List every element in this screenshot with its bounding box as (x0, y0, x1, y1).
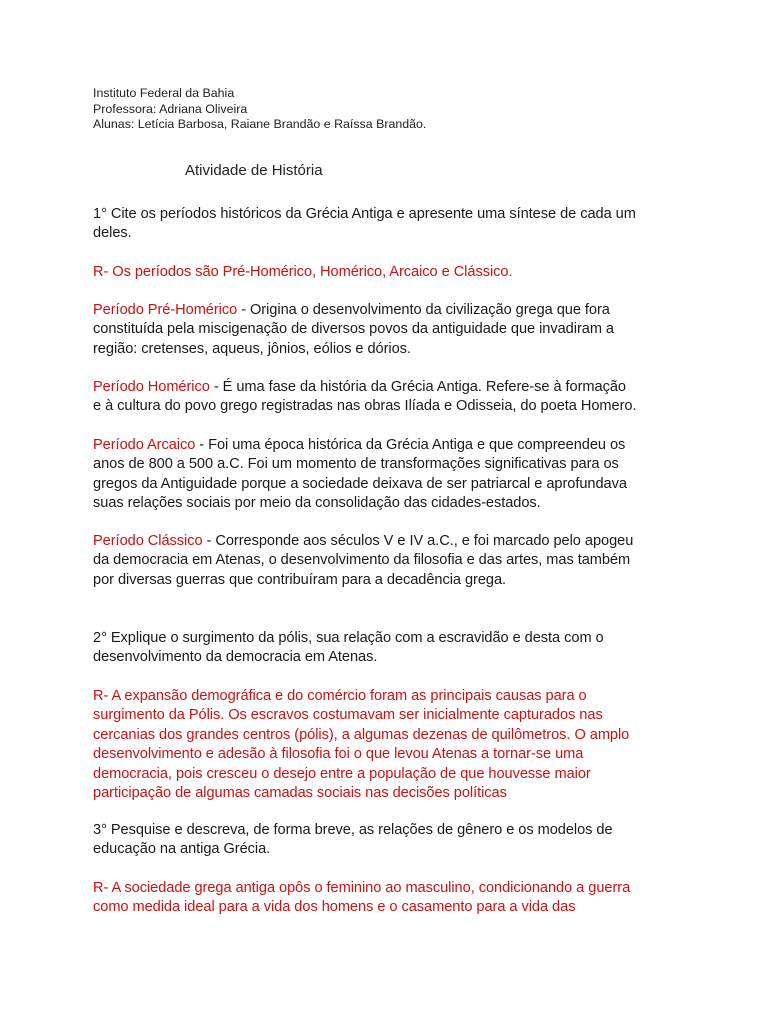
question-3-line: 3° Pesquise e descreva, de forma breve, as relações de gênero e os modelos de (93, 822, 613, 838)
period-label: Período Clássico (93, 533, 203, 549)
answer-line: R- A sociedade grega antiga opôs o feminino ao masculino, condicionando a guerra (93, 880, 631, 896)
period-label: Período Arcaico (93, 437, 196, 453)
answer-line: como medida ideal para a vida dos homens e o casamento para a vida das (93, 899, 576, 916)
period-homerico (93, 378, 693, 417)
question-2-line: desenvolvimento da democracia em Atenas. (93, 649, 378, 666)
period-text: da democracia em Atenas, o desenvolvimento da filosofia e das artes, mas também (93, 552, 631, 569)
period-text: e à cultura do povo grego registradas nas obras Ilíada e Odisseia, do poeta Homero. (93, 398, 637, 415)
period-text: constituída pela miscigenação de diversos povos da antiguidade que invadiram a (93, 321, 614, 338)
teacher-name: Professora: Adriana Oliveira (93, 101, 248, 116)
period-label: Período Homérico (93, 379, 210, 395)
answer-line: participação de algumas camadas sociais nas decisões políticas (93, 785, 507, 802)
question-3 (93, 821, 693, 860)
question-1-answer (93, 263, 693, 282)
period-label: Período Pré-Homérico (93, 302, 238, 318)
period-text: - Corresponde aos séculos V e IV a.C., e foi marcado pelo apogeu (202, 533, 634, 549)
question-2-answer (93, 687, 693, 803)
answer-line: R- Os períodos são Pré-Homérico, Homérico, Arcaico e Clássico. (93, 264, 513, 280)
answer-line: democracia, pois cresceu o desejo entre a população de que houvesse maior (93, 765, 591, 782)
question-2-line: 2° Explique o surgimento da pólis, sua relação com a escravidão e desta com o (93, 630, 604, 646)
question-1-line: 1° Cite os períodos históricos da Grécia Antiga e apresente uma síntese de cada um (93, 206, 636, 222)
period-text: - Origina o desenvolvimento da civilização grega que fora (237, 302, 610, 318)
question-1-line: deles. (93, 225, 132, 242)
question-3-answer (93, 879, 693, 918)
document-title: Atividade de História (185, 162, 323, 179)
period-classico (93, 532, 693, 590)
period-text: anos de 800 a 500 a.C. Foi um momento de transformações significativas para os (93, 456, 619, 473)
answer-line: surgimento da Pólis. Os escravos costumavam ser inicialmente capturados nas (93, 707, 603, 724)
question-2 (93, 629, 693, 668)
period-text: suas relações sociais por meio da consolidação das cidades-estados. (93, 495, 541, 512)
document-header (93, 86, 426, 133)
period-text: gregos da Antiguidade porque a sociedade deixava de ser patriarcal e aprofundava (93, 475, 627, 492)
institution-name: Instituto Federal da Bahia (93, 86, 235, 100)
answer-line: R- A expansão demográfica e do comércio foram as principais causas para o (93, 688, 587, 704)
answer-line: desenvolvimento e adesão à filosofia foi o que levou Atenas a tornar-se uma (93, 746, 584, 763)
period-pre-homerico (93, 301, 693, 359)
answer-line: cercanias dos grandes centros (pólis), a algumas dezenas de quilômetros. O amplo (93, 726, 630, 743)
period-text: - Foi uma época histórica da Grécia Antiga e que compreendeu os (195, 437, 626, 453)
students-names: Alunas: Letícia Barbosa, Raiane Brandão e Raíssa Brandão. (93, 117, 427, 131)
period-text: por diversas guerras que contribuíram para a decadência grega. (93, 571, 507, 588)
period-text: região: cretenses, aqueus, jônios, eólios e dórios. (93, 340, 411, 357)
question-3-line: educação na antiga Grécia. (93, 841, 271, 858)
period-text: - É uma fase da história da Grécia Antiga. Refere-se à formação (209, 379, 626, 395)
period-arcaico (93, 436, 693, 514)
question-1 (93, 205, 693, 244)
